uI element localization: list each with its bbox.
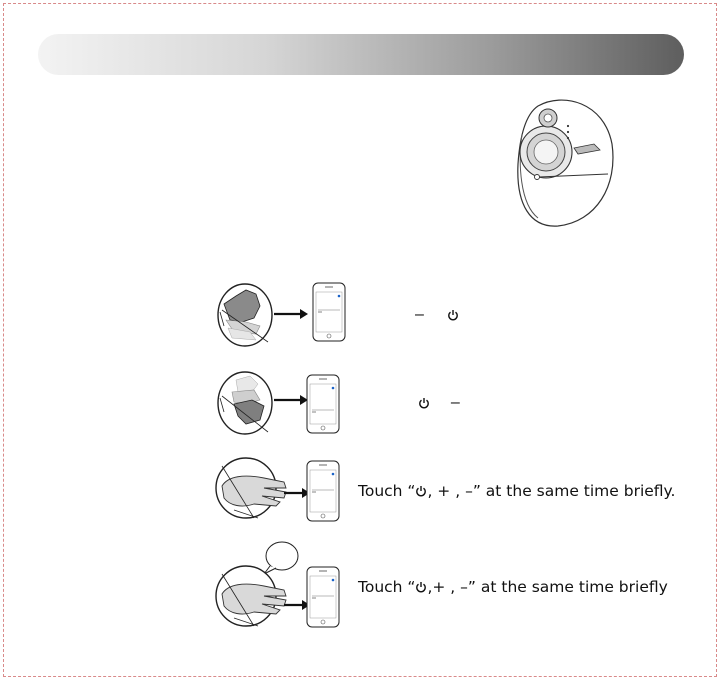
swipe-down-symbols <box>415 306 459 324</box>
palm-touch-gesture-illustration <box>214 564 290 628</box>
power-icon <box>447 309 459 321</box>
palm-touch-sound-instruction: Touch “ ,+ , –” at the same time briefly <box>358 578 668 596</box>
swipe-down-gesture-illustration <box>216 282 274 348</box>
power-icon <box>415 581 427 593</box>
phone-screen-illustration <box>306 460 340 522</box>
arrow-right-icon <box>274 309 308 319</box>
phone-screen-illustration <box>306 374 340 434</box>
speaker-illustration <box>508 94 616 230</box>
arrow-right-icon <box>274 395 308 405</box>
minus-symbol: – <box>450 394 460 411</box>
swipe-up-gesture-illustration <box>216 370 274 436</box>
section-header-banner <box>38 34 684 75</box>
palm-touch-instruction: Touch “ , + , –” at the same time briefly. <box>358 482 676 500</box>
minus-symbol: – <box>415 306 424 323</box>
power-icon <box>418 397 430 409</box>
swipe-up-symbols <box>418 394 460 412</box>
phone-screen-illustration <box>312 282 346 342</box>
phone-screen-illustration <box>306 566 340 628</box>
power-icon <box>415 485 427 497</box>
palm-touch-gesture-illustration <box>214 456 290 520</box>
